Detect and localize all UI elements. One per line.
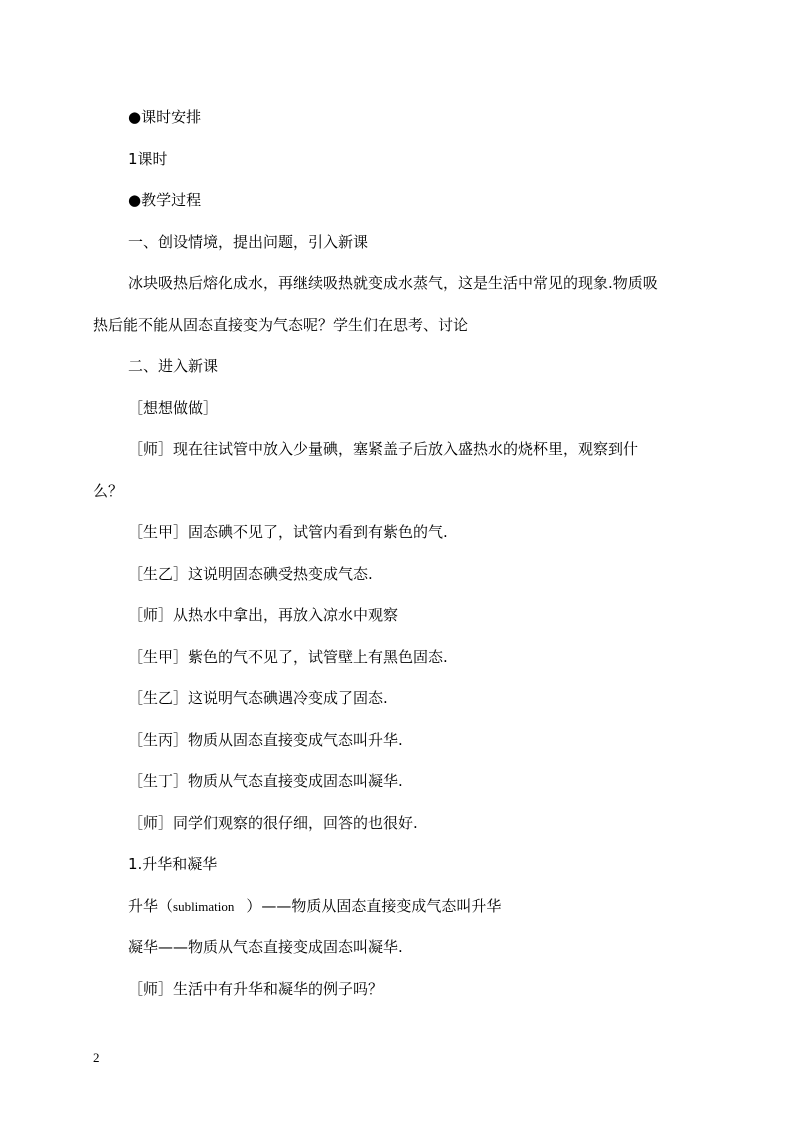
subheading-new-lesson: 二、进入新课 (128, 357, 219, 375)
subheading-introduction: 一、创设情境，提出问题，引入新课 (128, 233, 369, 251)
definition-suffix: ）——物质从固态直接变成气态叫升华 (246, 897, 502, 915)
paragraph-line: 冰块吸热后熔化成水，再继续吸热就变成水蒸气，这是生活中常见的现象.物质吸 (128, 274, 658, 292)
dialogue-line: ［生甲］固态碘不见了，试管内看到有紫色的气. (128, 523, 448, 541)
section-heading-schedule: ●课时安排 (128, 108, 202, 126)
definition-prefix: 升华（ (128, 897, 174, 915)
english-term: sublimation (173, 899, 235, 914)
definition-sublimation (128, 896, 501, 917)
section-heading-process: ●教学过程 (128, 191, 202, 209)
schedule-text: 1课时 (128, 150, 168, 168)
dialogue-line: ［生乙］这说明气态碘遇冷变成了固态. (128, 689, 388, 707)
dialogue-line: ［生甲］紫色的气不见了，试管壁上有黑色固态. (128, 648, 448, 666)
subheading-sublimation: 1.升华和凝华 (128, 855, 218, 873)
dialogue-line: ［生乙］这说明固态碘受热变成气态. (128, 565, 373, 583)
dialogue-line: ［生丙］物质从固态直接变成气态叫升华. (128, 731, 403, 749)
definition-deposition: 凝华——物质从气态直接变成固态叫凝华. (128, 938, 403, 956)
dialogue-line: ［师］生活中有升华和凝华的例子吗？ (128, 980, 384, 998)
dialogue-line: ［师］同学们观察的很仔细，回答的也很好. (128, 814, 418, 832)
dialogue-line: ［师］从热水中拿出，再放入凉水中观察 (128, 606, 399, 624)
dialogue-line: ［生丁］物质从气态直接变成固态叫凝华. (128, 772, 403, 790)
dialogue-line: 么？ (93, 482, 124, 500)
dialogue-line: ［师］现在往试管中放入少量碘，塞紧盖子后放入盛热水的烧杯里，观察到什 (128, 440, 639, 458)
activity-label: ［想想做做］ (128, 399, 219, 417)
paragraph-line: 热后能不能从固态直接变为气态呢？学生们在思考、讨论 (93, 316, 469, 334)
page-number: 2 (93, 1050, 100, 1065)
